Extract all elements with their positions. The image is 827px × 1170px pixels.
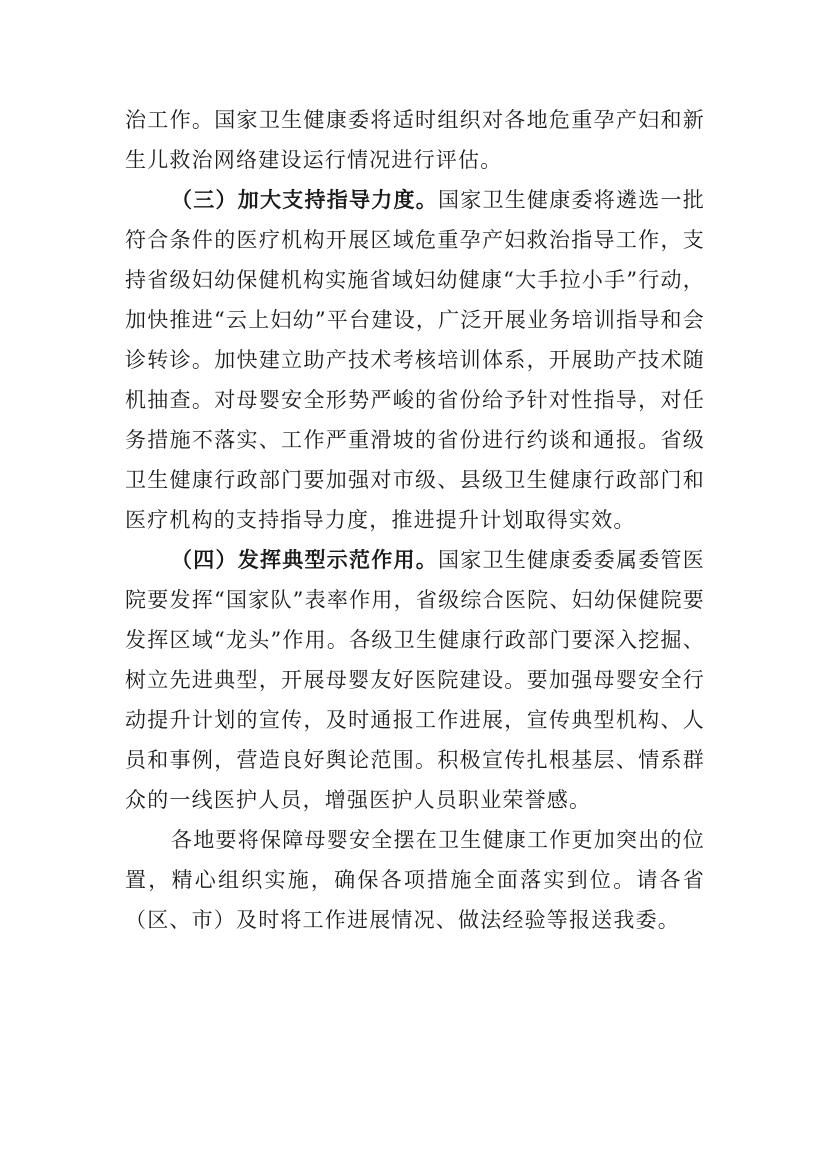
paragraph-section-three <box>125 180 705 540</box>
paragraph-section-four <box>125 540 705 820</box>
section-heading-four: （四）发挥典型示范作用。 <box>171 548 439 572</box>
paragraph-text: 国家卫生健康委将遴选一批符合条件的医疗机构开展区域危重孕产妇救治指导工作，支持省级妇幼保健机构实施省域妇幼健康“大手拉小手”行动，加快推进“云上妇幼”平台建设，广泛开展业务培训指导和会诊转诊。加快建立助产技术考核培训体系，开展助产技术随机抽查。对母婴安全形势严峻的省份给予针对性指导，对任务措施不落实、工作严重滑坡的省份进行约谈和通报。省级卫生健康行政部门要加强对市级、县级卫生健康行政部门和医疗机构的支持指导力度，推进提升计划取得实效。 <box>125 188 705 532</box>
section-heading-three: （三）加大支持指导力度。 <box>171 188 439 212</box>
paragraph-continuation <box>125 100 705 180</box>
paragraph-text: 治工作。国家卫生健康委将适时组织对各地危重孕产妇和新生儿救治网络建设运行情况进行评估。 <box>125 108 705 172</box>
paragraph-text: 国家卫生健康委委属委管医院要发挥“国家队”表率作用，省级综合医院、妇幼保健院要发挥区域“龙头”作用。各级卫生健康行政部门要深入挖掘、树立先进典型，开展母婴友好医院建设。要加强母婴安全行动提升计划的宣传，及时通报工作进展，宣传典型机构、人员和事例，营造良好舆论范围。积极宣传扎根基层、情系群众的一线医护人员，增强医护人员职业荣誉感。 <box>125 548 705 812</box>
paragraph-text: 各地要将保障母婴安全摆在卫生健康工作更加突出的位置，精心组织实施，确保各项措施全面落实到位。请各省（区、市）及时将工作进展情况、做法经验等报送我委。 <box>125 828 705 932</box>
paragraph-closing <box>125 820 705 940</box>
document-body <box>125 100 705 940</box>
